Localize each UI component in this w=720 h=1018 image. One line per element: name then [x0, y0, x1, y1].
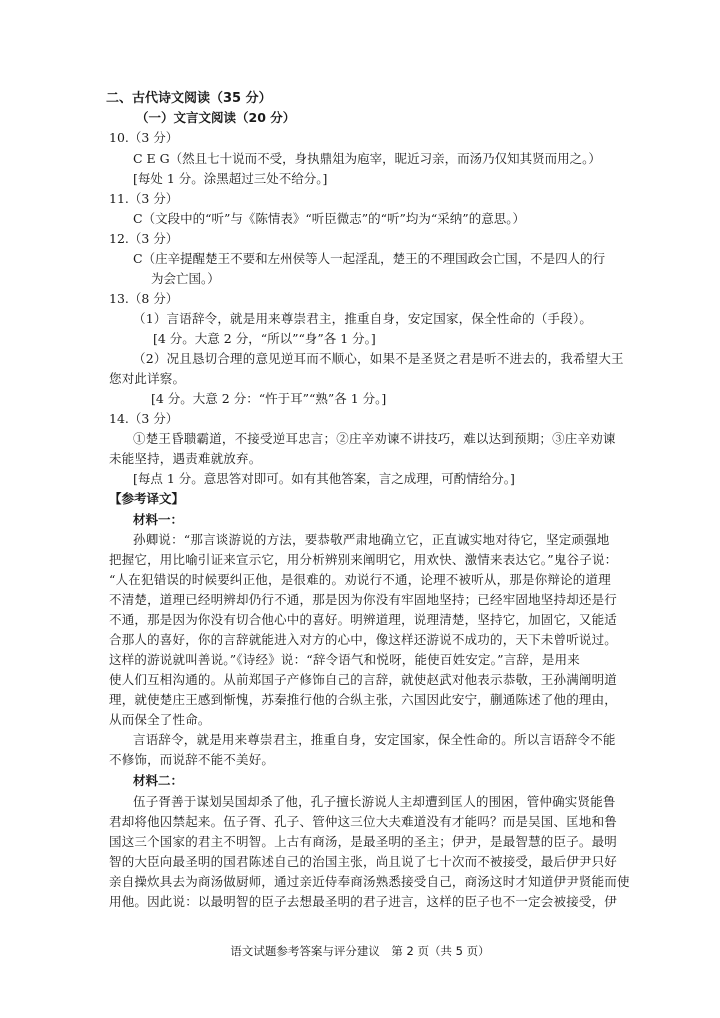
text-line: 不通，那是因为你没有切合他心中的喜好。明辨道理，说理清楚，坚持它，加固它，又能适: [109, 612, 618, 627]
text-line: 君却将他囚禁起来。伍子胥、孔子、管仲这三位大夫难道没有才能吗？而是吴国、匡地和鲁: [109, 814, 618, 829]
text-line: 国这三个国家的君主不明智。上古有商汤，是最圣明的圣主；伊尹，是最智慧的臣子。最明: [109, 834, 618, 849]
text-line: 不修饰，而说辞不能不美好。: [109, 752, 275, 767]
text-line: 从而保全了性命。: [109, 712, 211, 727]
q13-number: 13.（8 分）: [109, 291, 179, 306]
q10-note: [每处 1 分。涂黑超过三处不给分。]: [133, 171, 328, 186]
text-line: 孙卿说：“那言谈游说的方法，要恭敬严肃地确立它，正直诚实地对待它，坚定顽强地: [133, 532, 610, 547]
q14-note: [每点 1 分。意思答对即可。如有其他答案，言之成理，可酌情给分。]: [133, 471, 515, 486]
text-line: 理，就使楚庄王感到惭愧，苏秦推行他的合纵主张，六国因此安宁，蒯通陈述了他的理由，: [109, 692, 618, 707]
q11-answer: C（文段中的“听”与《陈情表》“听臣微志”的“听”均为“采纳”的意思。）: [133, 211, 525, 226]
text-line: 把握它，用比喻引证来宣示它，用分析辨别来阐明它，用欢快、激情来表达它。”鬼谷子说：: [109, 552, 618, 567]
q14-answer-line2: 未能坚持，遇责难就放弃。: [109, 451, 262, 466]
q13-part2-line1: （2）况且恳切合理的意见逆耳而不顺心，如果不是圣贤之君是听不进去的，我希望大王: [133, 351, 624, 366]
q10-answer: C E G（然且七十说而不受，身执鼎俎为庖宰，昵近习亲，而汤乃仅知其贤而用之。）: [133, 151, 601, 166]
text-line: 伍子胥善于谋划吴国却杀了他，孔子擅长游说人主却遭到匡人的围困，管仲确实贤能鲁: [133, 794, 616, 809]
text-line: 用他。因此说：以最明智的臣子去想最圣明的君子进言，这样的臣子也不一定会被接受，伊: [109, 894, 618, 909]
page-footer: 语文试题参考答案与评分建议 第 2 页（共 5 页）: [230, 944, 490, 958]
q14-number: 14.（3 分）: [109, 411, 179, 426]
text-line: 合那人的喜好，你的言辞就能进入对方的心中，像这样还游说不成功的，天下未曾听说过。: [109, 632, 618, 647]
q13-part1-note: [4 分。大意 2 分，“所以”“身”各 1 分。]: [153, 331, 376, 346]
q13-part2-note: [4 分。大意 2 分：“忤于耳”“熟”各 1 分。]: [151, 391, 387, 406]
subsection-heading: （一）文言文阅读（20 分）: [136, 110, 296, 125]
section-heading: 二、古代诗文阅读（35 分）: [106, 91, 272, 106]
translation-heading: 【参考译文】: [109, 491, 185, 506]
text-line: 这样的游说就叫善说。”《诗经》说：“辞令语气和悦呀，能使百姓安定。”言辞，是用来: [109, 652, 580, 667]
q12-answer-line2: 为会亡国。）: [151, 271, 220, 286]
q13-part1: （1）言语辞令，就是用来尊崇君主，推重自身，安定国家，保全性命的（手段）。: [133, 311, 593, 326]
text-line: 智的大臣向最圣明的国君陈述自己的治国主张，尚且说了七十次而不被接受，最后伊尹只好: [109, 854, 618, 869]
q11-number: 11.（3 分）: [109, 191, 179, 206]
text-line: 使人们互相沟通的。从前郑国子产修饰自己的言辞，就使赵武对他表示恭敬，王孙满阐明道: [109, 672, 618, 687]
q10-number: 10.（3 分）: [109, 130, 179, 145]
text-line: 不清楚，道理已经明辨却仍行不通，那是因为你没有牢固地坚持；已经牢固地坚持却还是行: [109, 592, 618, 607]
q12-number: 12.（3 分）: [109, 231, 179, 246]
text-line: 言语辞令，就是用来尊崇君主，推重自身，安定国家，保全性命的。所以言语辞令不能: [133, 732, 616, 747]
text-line: 亲自操炊具去为商汤做厨师，通过亲近侍奉商汤熟悉接受自己，商汤这时才知道伊尹贤能而使: [109, 874, 630, 889]
text-line: “人在犯错误的时候要纠正他，是很难的。劝说行不通，论理不被听从，那是你辩论的道理: [109, 572, 611, 587]
material2-heading: 材料二：: [133, 773, 184, 788]
q14-answer-line1: ①楚王昏聩霸道，不接受逆耳忠言；②庄辛劝谏不讲技巧，难以达到预期；③庄辛劝谏: [133, 431, 616, 446]
q12-answer-line1: C（庄辛提醒楚王不要和左州侯等人一起淫乱，楚王的不理国政会亡国，不是四人的行: [133, 251, 606, 266]
q13-part2-line2: 您对此详察。: [109, 371, 186, 386]
material1-heading: 材料一：: [133, 512, 184, 527]
